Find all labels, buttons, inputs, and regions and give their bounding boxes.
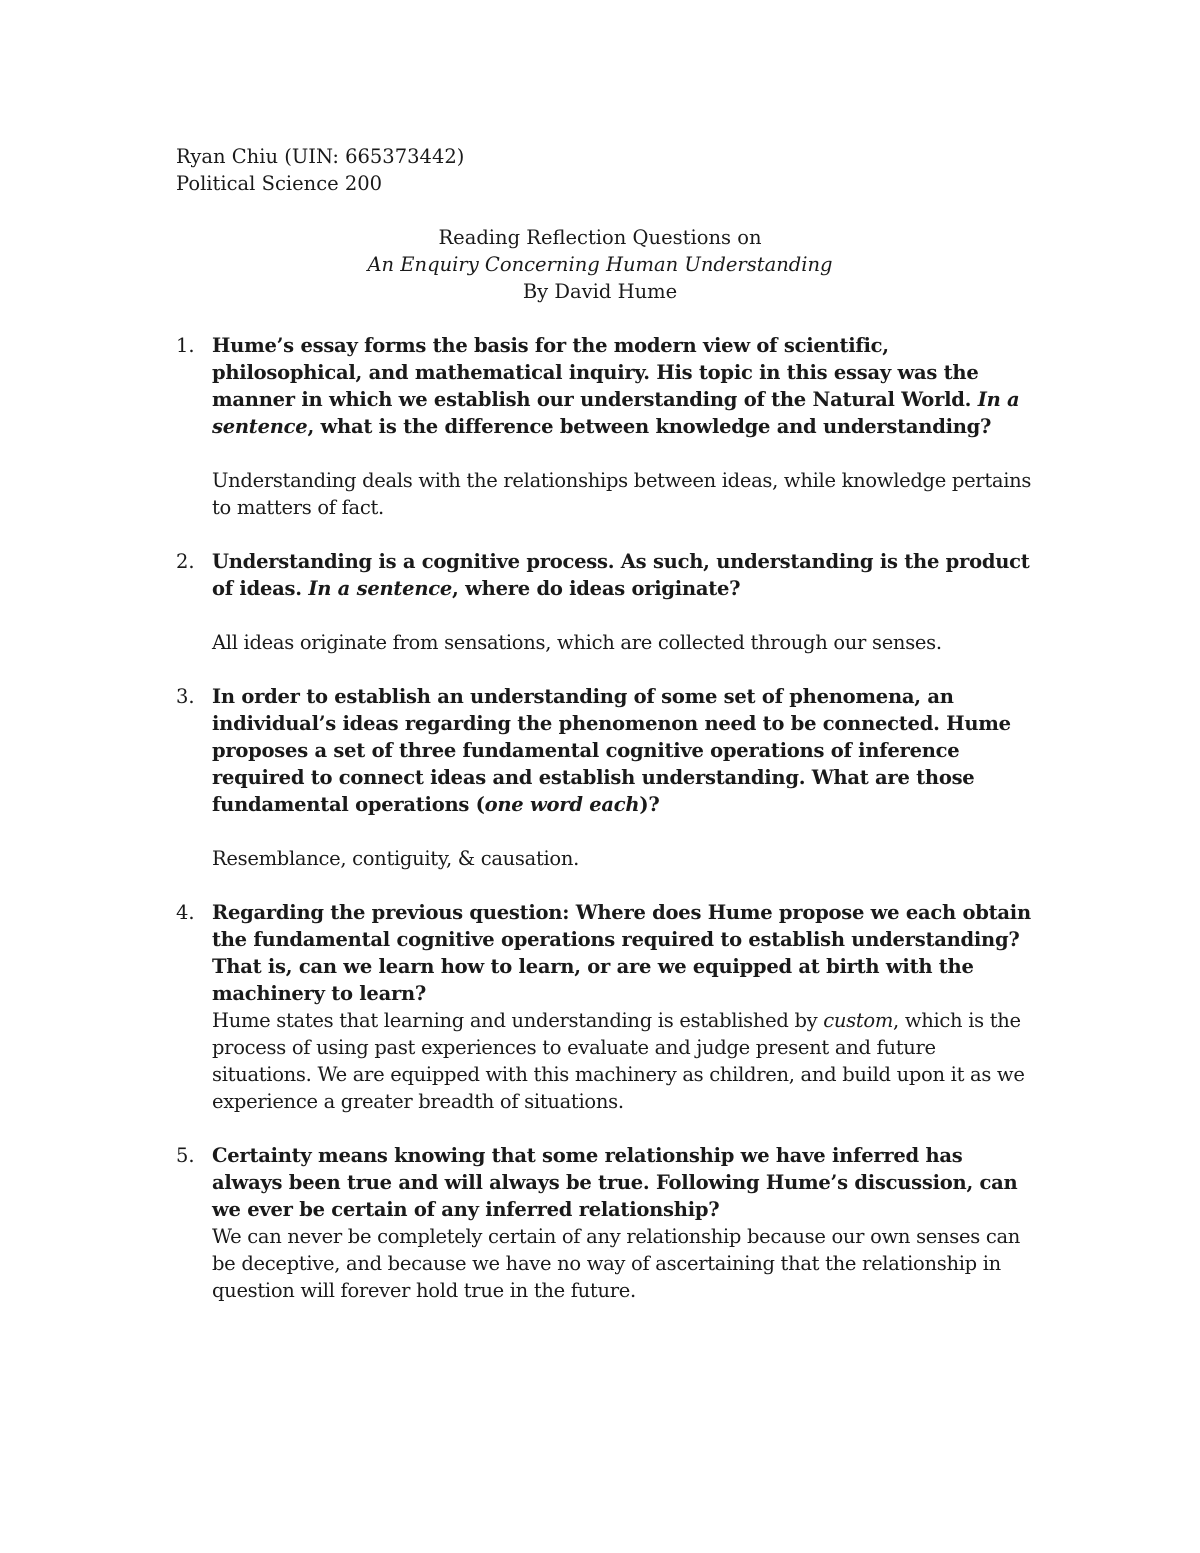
title-line-1: Reading Reflection Questions on — [438, 226, 762, 249]
prompt-text: In order to establish an understanding of some set of phenomena, an individual’s ideas regarding the phenomenon need to be connected. Hume proposes a set of three fundamental cognitive operations of inference required to connect ideas and establish understanding. What are those fundamental operations ( — [212, 685, 1011, 816]
question-prompt — [212, 332, 1036, 440]
question-number: 2. — [176, 550, 195, 573]
question-item — [176, 899, 1036, 1115]
prompt-text: )? — [639, 793, 660, 816]
prompt-emphasis: In a sentence — [212, 388, 1020, 438]
prompt-text: , where do ideas originate? — [452, 577, 741, 600]
answer-part: Hume states that learning and understanding is established by — [212, 1009, 824, 1032]
prompt-text: Understanding is a cognitive process. As such, understanding is the product of ideas. — [212, 550, 1030, 600]
title-block — [0, 224, 1200, 305]
question-item — [176, 548, 1036, 656]
prompt-text: , what is the difference between knowledge and understanding? — [307, 415, 992, 438]
answer-text: Understanding deals with the relationships between ideas, while knowledge pertains to matters of fact. — [212, 469, 1032, 519]
answer-part: , which is the process of using past experiences to evaluate and judge present and future situations. We are equipped with this machinery as children, and build upon it as we experience a greater breadth of situations. — [212, 1009, 1025, 1113]
question-prompt — [212, 683, 1036, 818]
book-title: An Enquiry Concerning Human Understanding — [367, 253, 833, 276]
question-item — [176, 1142, 1036, 1304]
answer-text: We can never be completely certain of any relationship because our own senses can be deceptive, and because we have no way of ascertaining that the relationship in question will forever hold true in the future. — [212, 1225, 1021, 1302]
student-name-line: Ryan Chiu (UIN: 665373442) — [176, 145, 465, 168]
course-line: Political Science 200 — [176, 172, 383, 195]
question-number: 1. — [176, 334, 195, 357]
question-prompt — [212, 548, 1036, 602]
question-number: 4. — [176, 901, 195, 924]
question-prompt: Certainty means knowing that some relationship we have inferred has always been true and will always be true. Following Hume’s discussion, can we ever be certain of any inferred relationship? — [212, 1144, 1018, 1221]
answer-text: All ideas originate from sensations, which are collected through our senses. — [212, 631, 942, 654]
prompt-emphasis: one word each — [484, 793, 640, 816]
header-block — [176, 143, 1076, 197]
question-prompt: Regarding the previous question: Where does Hume propose we each obtain the fundamental cognitive operations required to establish understanding? That is, can we learn how to learn, or are we equipped at birth with the machinery to learn? — [212, 901, 1031, 1005]
answer-text — [212, 1007, 1036, 1115]
question-number: 5. — [176, 1144, 195, 1167]
question-item — [176, 683, 1036, 872]
question-list — [176, 332, 1036, 1304]
question-item — [176, 332, 1036, 521]
prompt-emphasis: In a sentence — [308, 577, 453, 600]
answer-emphasis: custom — [823, 1009, 894, 1032]
answer-text: Resemblance, contiguity, & causation. — [212, 847, 580, 870]
prompt-text: Hume’s essay forms the basis for the modern view of scientific, philosophical, and mathematical inquiry. His topic in this essay was the manner in which we establish our understanding of the Natural World. — [212, 334, 979, 411]
question-number: 3. — [176, 685, 195, 708]
author-line: By David Hume — [522, 280, 678, 303]
